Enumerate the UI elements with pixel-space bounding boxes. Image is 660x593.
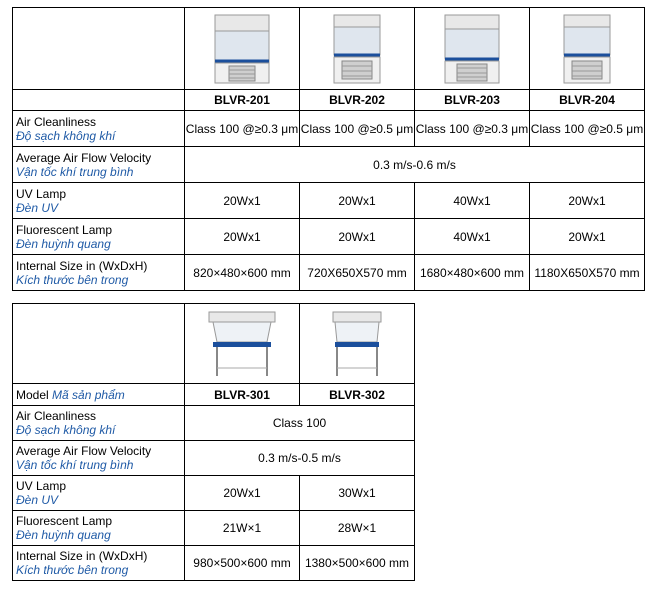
row-label bbox=[13, 546, 185, 581]
table-cell-merged: Class 100 bbox=[185, 406, 415, 441]
label-en: UV Lamp bbox=[16, 186, 67, 201]
label-en: Air Cleanliness bbox=[16, 409, 97, 423]
uv-lamp-row bbox=[13, 183, 645, 219]
model-name: BLVR-204 bbox=[530, 90, 645, 111]
image-row bbox=[13, 304, 415, 384]
label-en: Air Cleanliness bbox=[16, 114, 97, 129]
table-cell: 21W×1 bbox=[185, 511, 300, 546]
table-cell: 20Wx1 bbox=[185, 476, 300, 511]
empty-model-label-cell bbox=[13, 90, 185, 111]
table-cell: Class 100 @≥0.5 μm bbox=[530, 111, 645, 147]
table-cell: 28W×1 bbox=[300, 511, 415, 546]
empty-corner-cell bbox=[13, 8, 185, 90]
fluorescent-lamp-row bbox=[13, 219, 645, 255]
product-image-blvr-302 bbox=[300, 304, 415, 384]
table-cell: 980×500×600 mm bbox=[185, 546, 300, 581]
label-vi: Đèn huỳnh quang bbox=[16, 236, 111, 251]
product-image-blvr-202 bbox=[300, 8, 415, 90]
row-label bbox=[13, 441, 185, 476]
table-cell: 40Wx1 bbox=[415, 219, 530, 255]
label-en: Internal Size in (WxDxH) bbox=[16, 258, 148, 273]
table-cell: Class 100 @≥0.5 μm bbox=[300, 111, 415, 147]
table-cell: 1680×480×600 mm bbox=[415, 255, 530, 291]
label-en: Fluorescent Lamp bbox=[16, 514, 113, 528]
row-label bbox=[13, 476, 185, 511]
model-name: BLVR-202 bbox=[300, 90, 415, 111]
spec-table-blvr-300 bbox=[12, 303, 415, 581]
table-cell: 20Wx1 bbox=[185, 219, 300, 255]
table-cell: Class 100 @≥0.3 μm bbox=[415, 111, 530, 147]
label-en: Average Air Flow Velocity bbox=[16, 150, 152, 165]
row-label bbox=[13, 511, 185, 546]
internal-size-row bbox=[13, 255, 645, 291]
table-cell: Class 100 @≥0.3 μm bbox=[185, 111, 300, 147]
label-vi: Mã sản phẩm bbox=[52, 387, 125, 402]
row-label bbox=[13, 255, 185, 291]
table-cell: 20Wx1 bbox=[530, 183, 645, 219]
table-cell: 20Wx1 bbox=[530, 219, 645, 255]
row-label bbox=[13, 406, 185, 441]
air-flow-velocity-row bbox=[13, 441, 415, 476]
label-vi: Đèn UV bbox=[16, 493, 59, 507]
table-cell-merged: 0.3 m/s-0.5 m/s bbox=[185, 441, 415, 476]
table-cell: 20Wx1 bbox=[300, 183, 415, 219]
row-label bbox=[13, 183, 185, 219]
label-vi: Vận tốc khí trung bình bbox=[16, 164, 134, 179]
air-cleanliness-row bbox=[13, 406, 415, 441]
model-name: BLVR-302 bbox=[300, 384, 415, 406]
air-cleanliness-row bbox=[13, 111, 645, 147]
product-image-blvr-201 bbox=[185, 8, 300, 90]
table-cell: 1380×500×600 mm bbox=[300, 546, 415, 581]
label-en: Average Air Flow Velocity bbox=[16, 444, 152, 458]
table-cell: 20Wx1 bbox=[185, 183, 300, 219]
label-en: Model bbox=[16, 387, 49, 402]
uv-lamp-row bbox=[13, 476, 415, 511]
label-vi: Kích thước bên trong bbox=[16, 272, 129, 287]
table-cell: 720X650X570 mm bbox=[300, 255, 415, 291]
label-vi: Kích thước bên trong bbox=[16, 563, 129, 577]
table-cell: 40Wx1 bbox=[415, 183, 530, 219]
label-vi: Vận tốc khí trung bình bbox=[16, 458, 134, 472]
product-image-blvr-301 bbox=[185, 304, 300, 384]
empty-corner-cell bbox=[13, 304, 185, 384]
label-vi: Đèn huỳnh quang bbox=[16, 528, 111, 542]
air-flow-velocity-row bbox=[13, 147, 645, 183]
table-cell-merged: 0.3 m/s-0.6 m/s bbox=[185, 147, 645, 183]
model-label bbox=[13, 384, 185, 406]
model-name: BLVR-201 bbox=[185, 90, 300, 111]
label-vi: Đèn UV bbox=[16, 200, 59, 215]
internal-size-row bbox=[13, 546, 415, 581]
row-label bbox=[13, 147, 185, 183]
label-vi: Độ sạch không khí bbox=[16, 128, 116, 143]
table-cell: 820×480×600 mm bbox=[185, 255, 300, 291]
label-en: UV Lamp bbox=[16, 479, 67, 493]
label-vi: Độ sạch không khí bbox=[16, 423, 116, 437]
row-label bbox=[13, 111, 185, 147]
row-label bbox=[13, 219, 185, 255]
product-image-blvr-203 bbox=[415, 8, 530, 90]
model-row bbox=[13, 384, 415, 406]
fluorescent-lamp-row bbox=[13, 511, 415, 546]
model-name: BLVR-203 bbox=[415, 90, 530, 111]
product-image-blvr-204 bbox=[530, 8, 645, 90]
model-name: BLVR-301 bbox=[185, 384, 300, 406]
model-row bbox=[13, 90, 645, 111]
table-cell: 20Wx1 bbox=[300, 219, 415, 255]
label-en: Fluorescent Lamp bbox=[16, 222, 113, 237]
image-row bbox=[13, 8, 645, 90]
table-cell: 30Wx1 bbox=[300, 476, 415, 511]
table-cell: 1180X650X570 mm bbox=[530, 255, 645, 291]
label-en: Internal Size in (WxDxH) bbox=[16, 549, 148, 563]
spec-table-blvr-200 bbox=[12, 7, 645, 291]
